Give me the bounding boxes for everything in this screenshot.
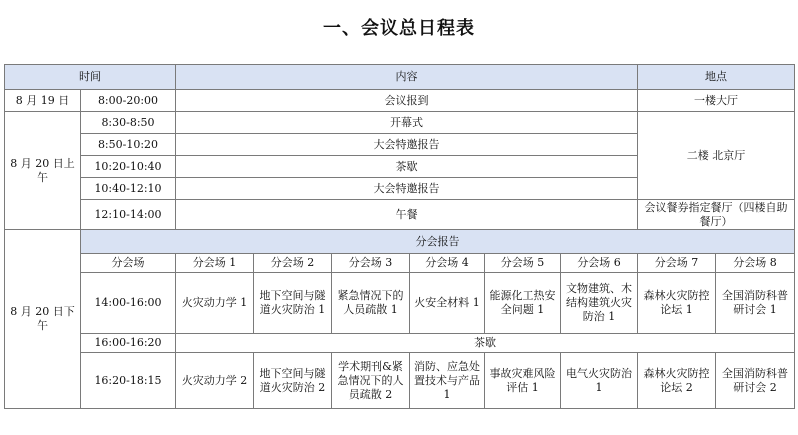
venue-header: 分会场 3 <box>332 254 410 273</box>
date-cell: 8 月 19 日 <box>5 90 81 112</box>
table-row <box>5 353 795 409</box>
session-cell: 火灾动力学 2 <box>176 353 254 409</box>
session-cell: 文物建筑、木结构建筑火灾防治 1 <box>561 273 638 334</box>
session-cell: 事故灾难风险评估 1 <box>485 353 561 409</box>
table-row <box>5 200 795 230</box>
content-cell: 大会特邀报告 <box>176 134 638 156</box>
session-cell: 电气火灾防治 1 <box>561 353 638 409</box>
header-content: 内容 <box>176 65 638 90</box>
time-cell: 8:30-8:50 <box>81 112 176 134</box>
venue-header: 分会场 4 <box>410 254 485 273</box>
content-cell: 午餐 <box>176 200 638 230</box>
table-row <box>5 273 795 334</box>
session-cell: 地下空间与隧道火灾防治 2 <box>254 353 332 409</box>
time-cell: 8:00-20:00 <box>81 90 176 112</box>
time-cell: 10:40-12:10 <box>81 178 176 200</box>
session-cell: 全国消防科普研讨会 2 <box>716 353 795 409</box>
location-cell: 会议餐券指定餐厅（四楼自助餐厅） <box>638 200 795 230</box>
content-cell: 会议报到 <box>176 90 638 112</box>
venue-header: 分会场 6 <box>561 254 638 273</box>
session-cell: 消防、应急处置技术与产品 1 <box>410 353 485 409</box>
session-cell: 地下空间与隧道火灾防治 1 <box>254 273 332 334</box>
session-cell: 森林火灾防控论坛 2 <box>638 353 716 409</box>
time-cell: 8:50-10:20 <box>81 134 176 156</box>
time-cell: 16:20-18:15 <box>81 353 176 409</box>
header-time: 时间 <box>5 65 176 90</box>
venue-header: 分会场 5 <box>485 254 561 273</box>
venue-header: 分会场 8 <box>716 254 795 273</box>
venue-header: 分会场 <box>81 254 176 273</box>
content-cell: 茶歇 <box>176 334 795 353</box>
table-row <box>5 90 795 112</box>
date-cell: 8 月 20 日下午 <box>5 230 81 409</box>
content-cell: 大会特邀报告 <box>176 178 638 200</box>
time-cell: 10:20-10:40 <box>81 156 176 178</box>
location-cell: 二楼 北京厅 <box>638 112 795 200</box>
time-cell: 16:00-16:20 <box>81 334 176 353</box>
venue-header: 分会场 2 <box>254 254 332 273</box>
session-cell: 能源化工热安全问题 1 <box>485 273 561 334</box>
page-title: 一、会议总日程表 <box>323 18 475 39</box>
session-cell: 火灾动力学 1 <box>176 273 254 334</box>
table-row <box>5 254 795 273</box>
table-row <box>5 230 795 254</box>
session-cell: 森林火灾防控论坛 1 <box>638 273 716 334</box>
session-cell: 火安全材料 1 <box>410 273 485 334</box>
location-cell: 一楼大厅 <box>638 90 795 112</box>
table-row <box>5 334 795 353</box>
session-cell: 学术期刊&紧急情况下的人员疏散 2 <box>332 353 410 409</box>
date-cell: 8 月 20 日上午 <box>5 112 81 230</box>
venue-header: 分会场 7 <box>638 254 716 273</box>
content-cell: 开幕式 <box>176 112 638 134</box>
time-cell: 14:00-16:00 <box>81 273 176 334</box>
schedule-table <box>4 64 795 409</box>
venue-header: 分会场 1 <box>176 254 254 273</box>
table-row <box>5 112 795 134</box>
content-cell: 茶歇 <box>176 156 638 178</box>
session-cell: 全国消防科普研讨会 1 <box>716 273 795 334</box>
session-cell: 紧急情况下的人员疏散 1 <box>332 273 410 334</box>
time-cell: 12:10-14:00 <box>81 200 176 230</box>
section-band: 分会报告 <box>81 230 795 254</box>
header-location: 地点 <box>638 65 795 90</box>
